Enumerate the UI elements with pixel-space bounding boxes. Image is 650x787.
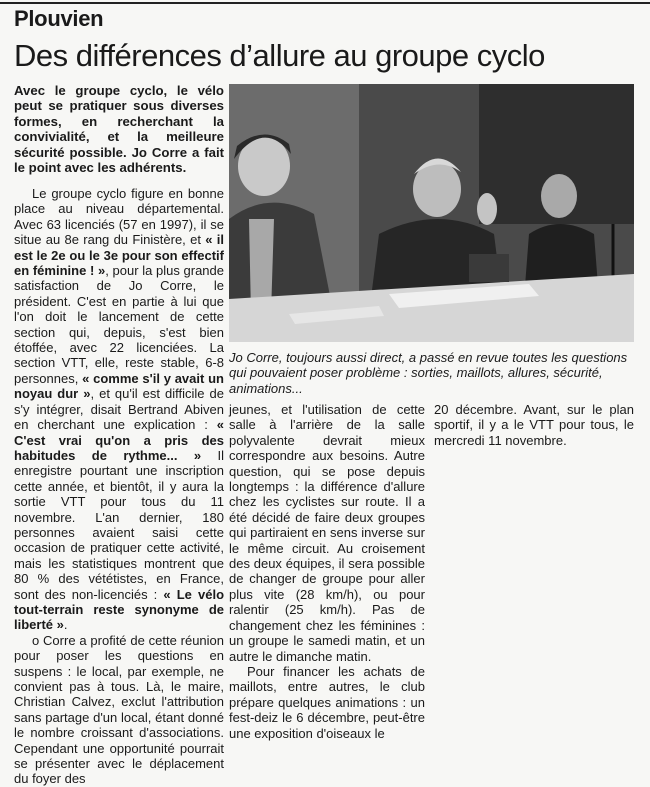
section-kicker: Plouvien — [14, 6, 104, 31]
paragraph-5: 20 décembre. Avant, sur le plan sportif, il y a le VTT pour tous, le mercredi 11 novembre. — [434, 402, 634, 448]
article-lead: Avec le groupe cyclo, le vélo peut se pratiquer sous diverses formes, en recherchant la convivialité, et la meilleure sécurité possible. Jo Corre a fait le point avec les adhérents. — [14, 83, 224, 176]
quote-noyau-dur: « comme s'il y avait un noyau dur » — [14, 370, 224, 402]
quote-habitudes: « C'est vrai qu'on a pris des habitudes de rythme... » — [14, 417, 224, 463]
quote-liberte: « Le vélo tout-terrain reste synonyme de liberté » — [14, 586, 225, 633]
paragraph-3: jeunes, et l'utilisation de cette salle à l'arrière de la salle polyvalente devrait mieux correspondre aux besoins. Autre question, qui se pose depuis longtemps : la différence d'allure chez les cyclistes sur route. Il a été décidé de faire deux groupes qui partiraient en sens inverse sur le même circuit. Au croisement des deux équipes, il sera possible de changer de groupe pour aller plus vite (28 km/h), ou pour ralentir (25 km/h). Pas de changement chez les féminines : un groupe le samedi matin, et un autre le dimanche matin. — [229, 402, 425, 664]
article-photo — [229, 84, 634, 342]
article-column-1 — [14, 186, 224, 787]
top-rule — [0, 2, 650, 4]
photo-caption: Jo Corre, toujours aussi direct, a passé en revue toutes les questions qui pouvaient poser problème : sorties, maillots, allures, sécurité, animations... — [229, 350, 628, 396]
quote-feminine: « il est le 2e ou le 3e pour son effectif en féminine ! » — [14, 232, 224, 279]
article-headline: Des différences d’allure au groupe cyclo — [14, 38, 545, 73]
paragraph-4: Pour financer les achats de maillots, entre autres, le club prépare quelques animations : un fest-deiz le 6 décembre, peut-être une exposition d'oiseaux le — [229, 663, 425, 741]
meeting-photo-illustration — [229, 84, 634, 342]
article-column-2 — [229, 402, 425, 741]
paragraph-2: o Corre a profité de cette réunion pour poser les questions en suspens : le local, par exemple, ne convient pas à tous. Là, le maire, Christian Calvez, exclut l'attribution sans partage d'un local, étant donné le nombre croissant d'associations. Cependant une opportunité pourrait se présenter avec le déplacement du foyer des — [14, 632, 224, 787]
paragraph-1: Le groupe cyclo figure en bonne place au niveau départemental. Avec 63 licenciés (57 en 1997), il se situe au 8e rang du Finistère, et « il est le 2e ou le 3e pour son effectif en féminine ! », pour la plus grande satisfaction de Jo Corre, le président. C'est en partie à lui que l'on doit le lancement de cette section qui, depuis, s'est bien étoffée, avec 22 licenciées. La section VTT, elle, reste stable, 6-8 personnes, « comme s'il y avait un noyau dur », et qu'il est difficile de s'y intégrer, disait Bertrand Abiven en cherchant une explication : « C'est vrai qu'on a pris des habitudes de rythme... » Il enregistre pourtant une inscription cette année, et bientôt, il y aura la sortie VTT pour tous du 11 novembre. L'an dernier, 180 personnes avaient saisi cette occasion de pratiquer cette activité, mais les statistiques montrent que 80 % des vététistes, en France, sont des non-licenciés : « Le vélo tout-terrain reste synonyme de liberté ». — [14, 186, 225, 633]
article-column-3 — [434, 402, 634, 448]
